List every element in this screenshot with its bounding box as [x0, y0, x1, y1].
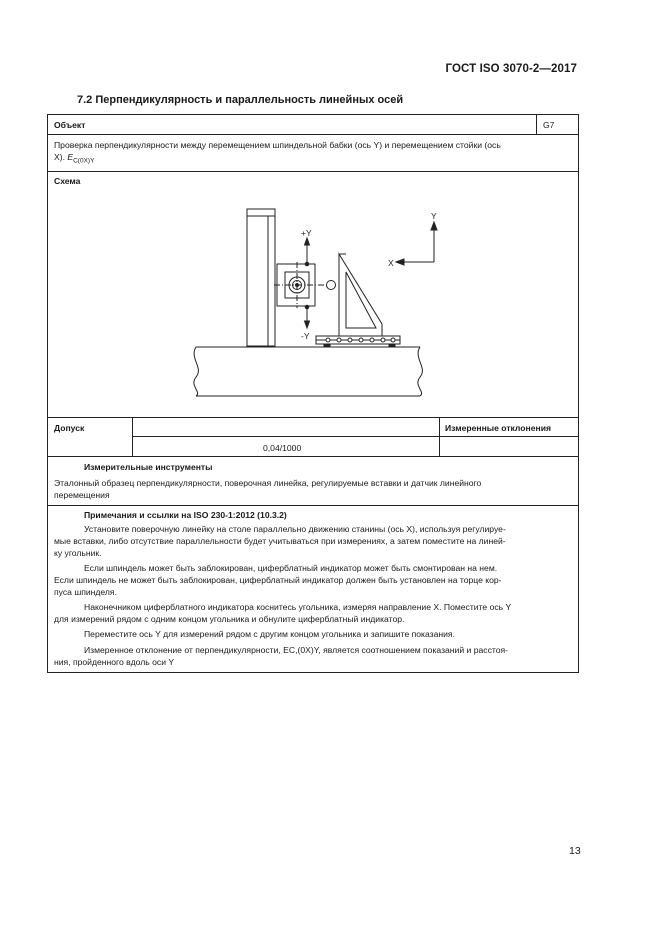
notes-paragraph-2: Если шпиндель может быть заблокирован, циферблатный индикатор может быть смонтирован на нем. Если шпиндель не может быть заблокирован, циферблатный индикатор должен быть установлен на торце кор- пуса шпинделя. [54, 563, 502, 597]
column-divider [536, 115, 537, 134]
tolerance-inner-divider [132, 436, 578, 437]
check-table [47, 114, 579, 673]
object-description: Проверка перпендикулярности между перемещением шпиндельной бабки (ось Y) и перемещением стойки (ось X). $E_{C(0X)Y}$ [54, 140, 501, 165]
column-divider [439, 417, 440, 456]
plus-y-label: +Y [301, 228, 312, 238]
instruments-title: Измерительные инструменты [84, 462, 213, 472]
document-code: ГОСТ ISO 3070-2—2017 [445, 63, 577, 75]
notes-paragraph-5: Измеренное отклонение от перпендикулярности, EC,(0X)Y, является соотношением показаний и расстоя- ния, пройденного вдоль оси Y [54, 645, 509, 667]
scheme-label: Схема [54, 176, 81, 186]
instruments-text: Эталонный образец перпендикулярности, поверочная линейка, регулируемые вставки и датчик линейного перемещения [54, 478, 482, 500]
measured-deviations-label: Измеренные отклонения [445, 423, 551, 433]
notes-paragraph-4: Переместите ось Y для измерений рядом с другим концом угольника и запишите показания. [84, 629, 455, 639]
row-divider [48, 505, 578, 506]
axis-x-label: X [388, 258, 394, 268]
notes-paragraph-1: Установите поверочную линейку на столе параллельно движению станины (ось X), используя регулируе- мые вставки, либо отсутствие параллельности будет учитываться при измерениях, а затем поместите на линей- ку угольник. [54, 524, 506, 558]
object-label: Объект [54, 120, 86, 130]
page-number: 13 [569, 845, 581, 857]
notes-title: Примечания и ссылки на ISO 230-1:2012 (10.3.2) [84, 510, 287, 520]
minus-y-label: -Y [301, 331, 310, 341]
row-divider [48, 171, 578, 172]
row-divider [48, 417, 578, 418]
row-divider [48, 134, 578, 135]
tolerance-label: Допуск [54, 423, 85, 433]
object-code: G7 [543, 120, 555, 130]
section-title: 7.2 Перпендикулярность и параллельность линейных осей [77, 94, 404, 106]
notes-paragraph-3: Наконечником циферблатного индикатора коснитесь угольника, измеряя направление X. Поместите ось Y для измерений рядом с одним концом угольника и обнулите циферблатный индикатор. [54, 602, 512, 624]
column-divider [132, 417, 133, 456]
tolerance-value: 0,04/1000 [263, 443, 302, 453]
axis-y-label: Y [431, 211, 437, 221]
row-divider [48, 456, 578, 457]
